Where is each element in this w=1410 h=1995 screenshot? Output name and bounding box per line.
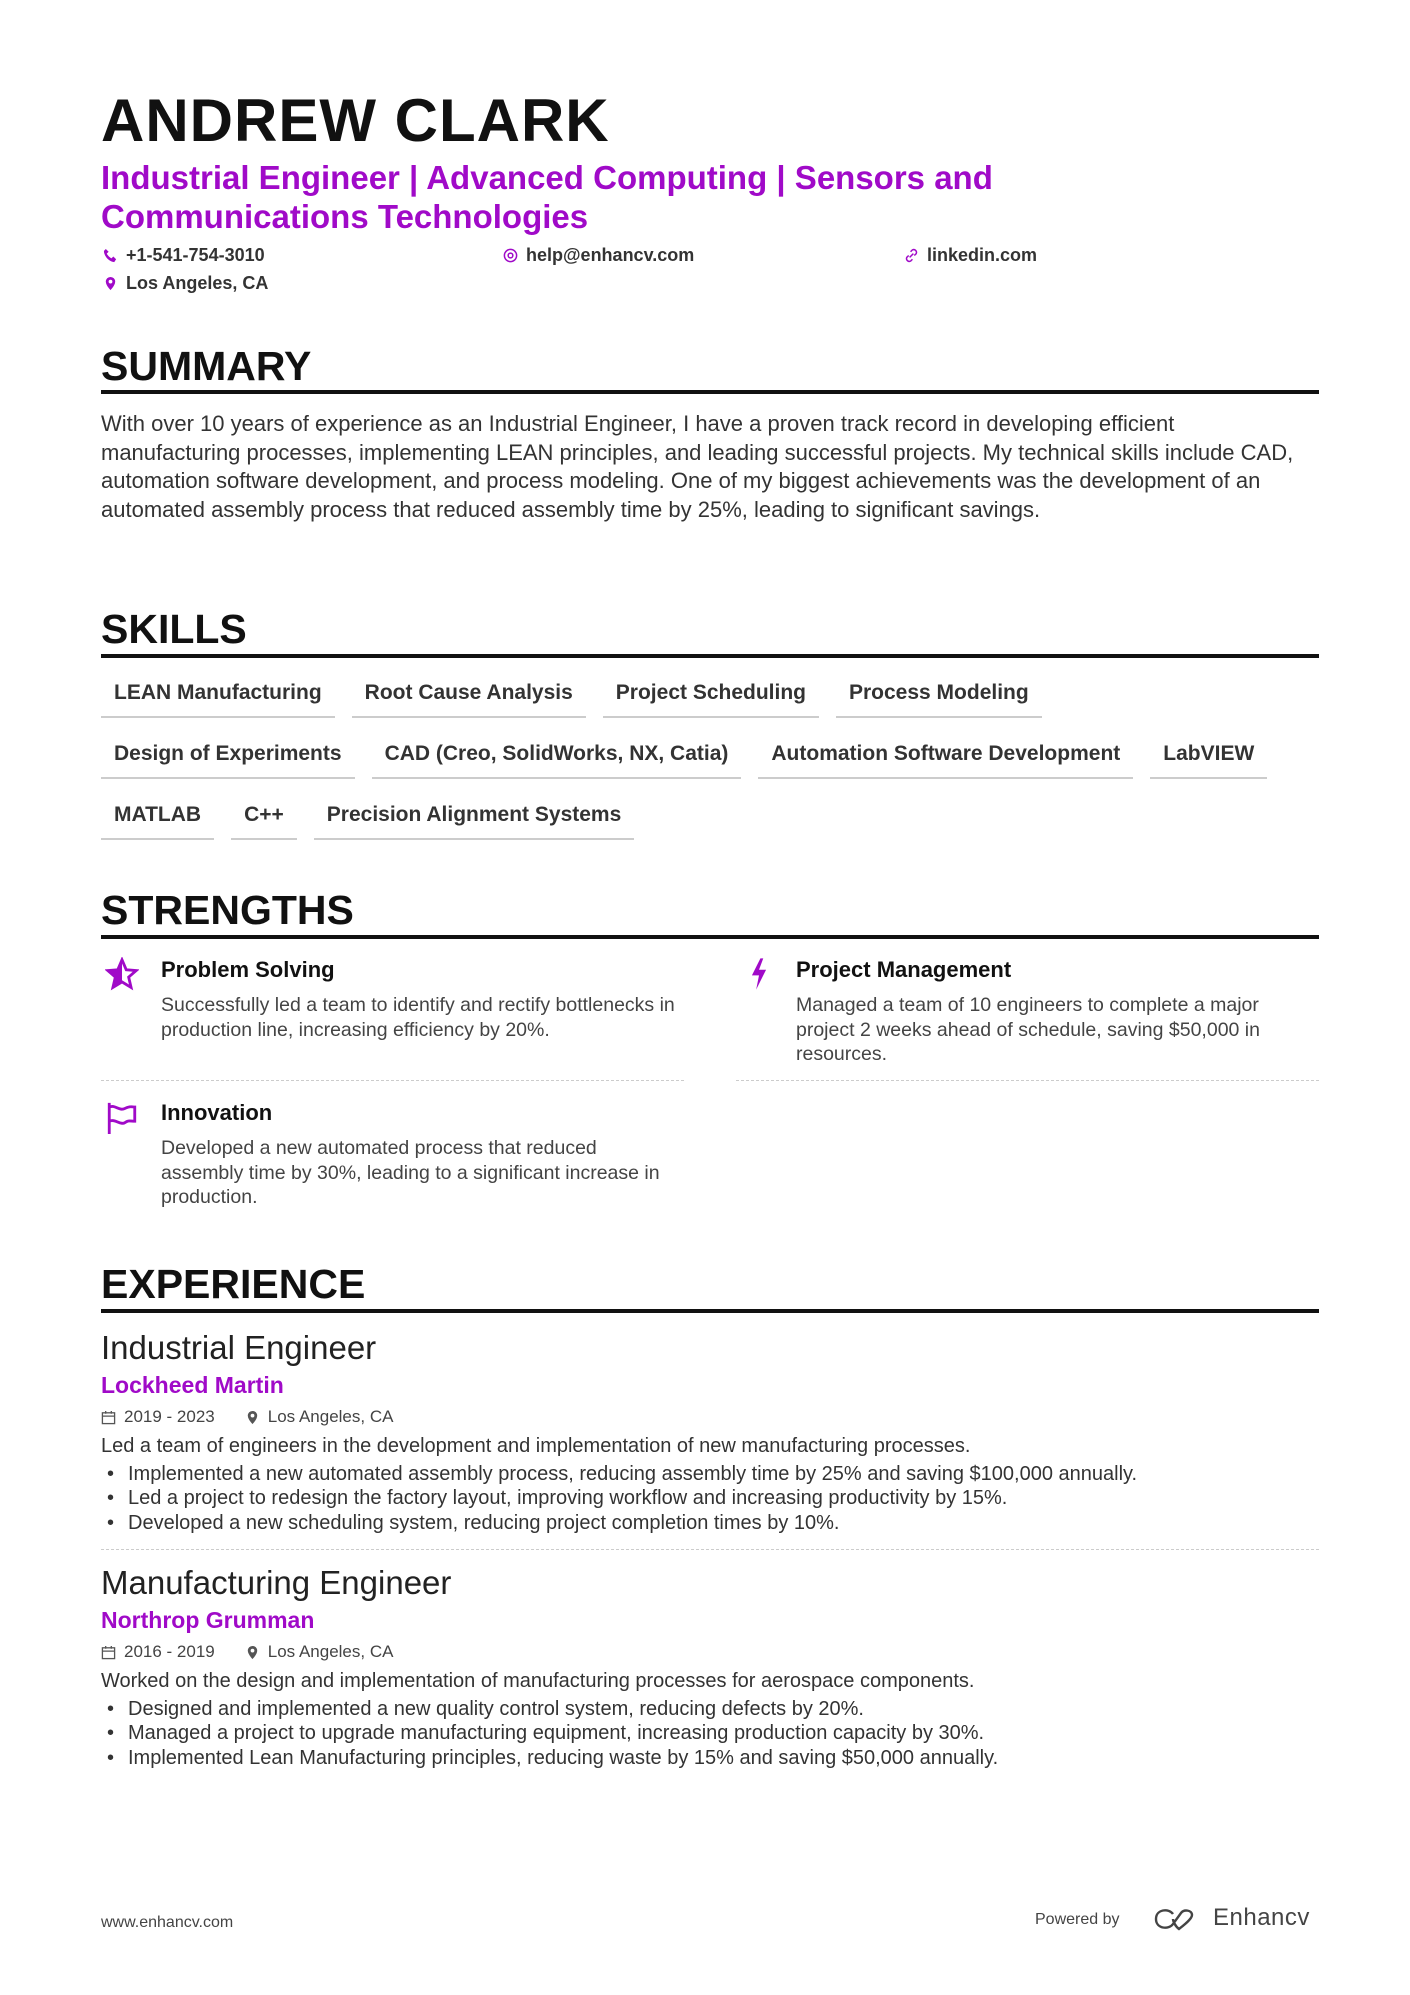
- skill-tag: Precision Alignment Systems: [314, 802, 634, 840]
- powered-by-label: Powered by: [1035, 1911, 1120, 1928]
- location-pin-icon: [245, 1645, 260, 1660]
- experience-heading: EXPERIENCE: [101, 1261, 366, 1307]
- at-icon: [503, 248, 518, 263]
- skill-tag: Process Modeling: [836, 680, 1042, 718]
- job-bullet: • Managed a project to upgrade manufacturing equipment, increasing production capacity by 30%.: [101, 1721, 1319, 1746]
- skills-list: [101, 680, 1331, 863]
- job-location: Los Angeles, CA: [267, 1642, 394, 1661]
- skill-tag: Design of Experiments: [101, 741, 355, 779]
- divider: [736, 1080, 1319, 1081]
- job-title: Manufacturing Engineer: [101, 1564, 452, 1601]
- location-pin-icon: [103, 276, 118, 291]
- job-description: Worked on the design and implementation of manufacturing processes for aerospace components.: [101, 1670, 975, 1692]
- contact-email[interactable]: [503, 244, 694, 266]
- divider: [101, 1080, 684, 1081]
- divider: [101, 390, 1319, 394]
- divider: [101, 1309, 1319, 1313]
- flag-icon: [105, 1100, 139, 1134]
- link-icon: [904, 248, 919, 263]
- skill-tag: MATLAB: [101, 802, 214, 840]
- skill-tag: CAD (Creo, SolidWorks, NX, Catia): [372, 741, 742, 779]
- phone-text: +1-541-754-3010: [126, 245, 265, 265]
- strength-title: Project Management: [796, 957, 1012, 982]
- experience-entry: [101, 1328, 1319, 1535]
- job-dates: 2016 - 2019: [124, 1642, 215, 1661]
- job-bullet: • Implemented Lean Manufacturing principles, reducing waste by 15% and saving $50,000 annually.: [101, 1746, 1319, 1771]
- job-bullet: • Developed a new scheduling system, reducing project completion times by 10%.: [101, 1511, 1319, 1536]
- skill-tag: Automation Software Development: [758, 741, 1133, 779]
- summary-heading: SUMMARY: [101, 343, 312, 389]
- job-title: Industrial Engineer: [101, 1329, 377, 1366]
- job-bullet: • Designed and implemented a new quality control system, reducing defects by 20%.: [101, 1697, 1319, 1722]
- strength-item: [101, 955, 684, 1042]
- strengths-heading: STRENGTHS: [101, 887, 354, 933]
- job-description: Led a team of engineers in the development and implementation of new manufacturing processes.: [101, 1435, 971, 1457]
- strength-title: Innovation: [161, 1100, 273, 1125]
- strength-text: Managed a team of 10 engineers to complete a major project 2 weeks ahead of schedule, saving $50,000 in resources.: [796, 994, 1260, 1065]
- strength-title: Problem Solving: [161, 957, 335, 982]
- link-text: linkedin.com: [927, 245, 1038, 265]
- location-pin-icon: [245, 1410, 260, 1425]
- summary-text: With over 10 years of experience as an Industrial Engineer, I have a proven track record in developing efficient manufacturing processes, implementing LEAN principles, and leading successful projects. My technical skills include CAD, automation software development, and process modeling. One of my biggest achievements was the development of an automated assembly process that reduced assembly time by 25%, leading to significant savings.: [101, 411, 1294, 523]
- phone-icon: [103, 248, 118, 263]
- divider: [101, 935, 1319, 939]
- strength-item: [101, 1098, 684, 1210]
- calendar-icon: [101, 1410, 116, 1425]
- candidate-name: ANDREW CLARK: [101, 87, 610, 154]
- divider: [101, 1549, 1319, 1550]
- calendar-icon: [101, 1645, 116, 1660]
- skills-heading: SKILLS: [101, 606, 247, 652]
- job-location: Los Angeles, CA: [267, 1407, 394, 1426]
- company-name: Lockheed Martin: [101, 1372, 284, 1398]
- skill-tag: C++: [231, 802, 297, 840]
- contact-location: [103, 272, 268, 294]
- candidate-title: Industrial Engineer | Advanced Computing | Sensors and Communications Technologies: [101, 159, 993, 235]
- strength-text: Successfully led a team to identify and rectify bottlenecks in production line, increasing efficiency by 20%.: [161, 994, 675, 1041]
- skill-tag: LEAN Manufacturing: [101, 680, 335, 718]
- skill-tag: Root Cause Analysis: [352, 680, 586, 718]
- contact-phone: [103, 244, 265, 266]
- job-dates: 2019 - 2023: [124, 1407, 215, 1426]
- experience-entry: [101, 1563, 1319, 1770]
- job-bullet: • Implemented a new automated assembly process, reducing assembly time by 25% and saving $100,000 annually.: [101, 1462, 1319, 1487]
- enhancv-logo-icon: [1153, 1906, 1201, 1932]
- skill-tag: LabVIEW: [1150, 741, 1267, 779]
- strength-item: [736, 955, 1319, 1067]
- divider: [101, 654, 1319, 658]
- footer-website[interactable]: www.enhancv.com: [101, 1914, 234, 1931]
- enhancv-brand: Enhancv: [1213, 1904, 1310, 1931]
- email-text: help@enhancv.com: [526, 245, 695, 265]
- strength-text: Developed a new automated process that reduced assembly time by 30%, leading to a significant increase in production.: [161, 1137, 660, 1208]
- contact-link[interactable]: [904, 244, 1037, 266]
- skill-tag: Project Scheduling: [603, 680, 819, 718]
- job-bullet: • Led a project to redesign the factory layout, improving workflow and increasing productivity by 15%.: [101, 1486, 1319, 1511]
- star-icon: [105, 957, 139, 991]
- location-text: Los Angeles, CA: [126, 273, 269, 293]
- company-name: Northrop Grumman: [101, 1607, 315, 1633]
- lightning-icon: [742, 957, 776, 991]
